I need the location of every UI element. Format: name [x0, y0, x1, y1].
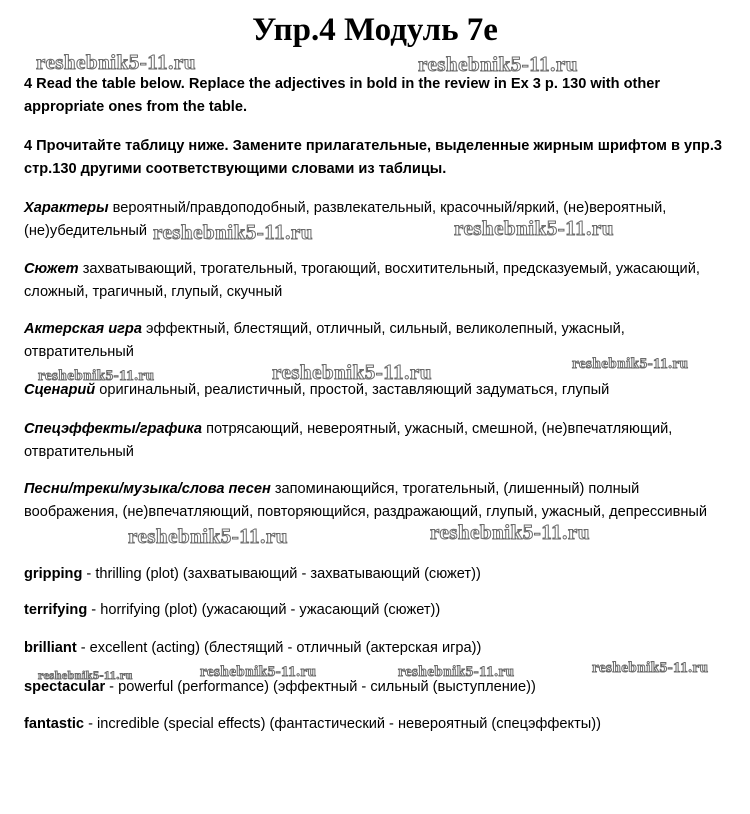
answer-line — [24, 713, 724, 736]
category-text: захватывающий, трогательный, трогающий, восхитительный, предсказуемый, ужасающий, сложный, трагичный, глупый, скучный — [24, 261, 700, 300]
answer-word: brilliant — [24, 640, 77, 656]
category-label: Актерская игра — [24, 321, 142, 337]
answer-text: - incredible (special effects) (фантастический - невероятный (спецэффекты)) — [84, 716, 601, 732]
answer-line — [24, 599, 724, 622]
watermark: reshebnik5-11.ru — [153, 220, 313, 244]
page-title: Упр.4 Модуль 7е — [252, 12, 498, 48]
category-label: Спецэффекты/графика — [24, 421, 203, 437]
answer-text: - excellent (acting) (блестящий - отличный (актерская игра)) — [76, 640, 482, 656]
answer-line — [24, 637, 724, 660]
watermark: reshebnik5-11.ru — [430, 520, 590, 544]
watermark: reshebnik5-11.ru — [272, 360, 432, 384]
category-text: эффектный, блестящий, отличный, сильный, великолепный, ужасный, отвратительный — [24, 321, 625, 360]
intro-russian: 4 Прочитайте таблицу ниже. Замените прилагательные, выделенные жирным шрифтом в упр.3 стр.130 другими соответствующими словами из таблицы. — [24, 138, 722, 177]
answer-text: - horrifying (plot) (ужасающий - ужасающий (сюжет)) — [87, 602, 441, 618]
watermark: reshebnik5-11.ru — [128, 524, 288, 548]
watermark: reshebnik5-11.ru — [38, 668, 133, 682]
category-songs — [24, 478, 724, 524]
intro-english: 4 Read the table below. Replace the adjectives in bold in the review in Ex 3 p. 130 with other appropriate ones from the table. — [24, 76, 661, 115]
answer-word: terrifying — [24, 602, 88, 618]
category-label: Сюжет — [24, 261, 79, 277]
category-text: оригинальный, реалистичный, простой, заставляющий задуматься, глупый — [95, 382, 610, 398]
category-label: Сценарий — [24, 382, 96, 398]
answer-word: spectacular — [24, 679, 106, 695]
answer-text: - thrilling (plot) (захватывающий - захватывающий (сюжет)) — [82, 566, 481, 582]
category-label: Песни/треки/музыка/слова песен — [24, 481, 271, 497]
watermark: reshebnik5-11.ru — [418, 52, 578, 76]
watermark: reshebnik5-11.ru — [38, 368, 155, 384]
watermark: reshebnik5-11.ru — [454, 216, 614, 240]
watermark: reshebnik5-11.ru — [200, 664, 317, 680]
category-effects — [24, 418, 724, 464]
watermark: reshebnik5-11.ru — [572, 356, 689, 372]
category-label: Характеры — [24, 200, 109, 216]
answer-text: - powerful (performance) (эффектный - сильный (выступление)) — [105, 679, 536, 695]
category-text: запоминающийся, трогательный, (лишенный) полный воображения, (не)впечатляющий, повторяющийся, раздражающий, глупый, ужасный, депрессивный — [24, 481, 708, 520]
category-text: вероятный/правдоподобный, развлекательный, красочный/яркий, (не)вероятный, (не)убедительный — [24, 200, 667, 239]
watermark: reshebnik5-11.ru — [36, 50, 196, 74]
answer-word: gripping — [24, 566, 83, 582]
watermark: reshebnik5-11.ru — [398, 664, 515, 680]
watermark: reshebnik5-11.ru — [592, 660, 709, 676]
category-plot — [24, 258, 724, 304]
category-text: потрясающий, невероятный, ужасный, смешной, (не)впечатляющий, отвратительный — [24, 421, 673, 460]
category-characters — [24, 197, 724, 243]
answer-line — [24, 563, 724, 586]
answer-word: fantastic — [24, 716, 85, 732]
